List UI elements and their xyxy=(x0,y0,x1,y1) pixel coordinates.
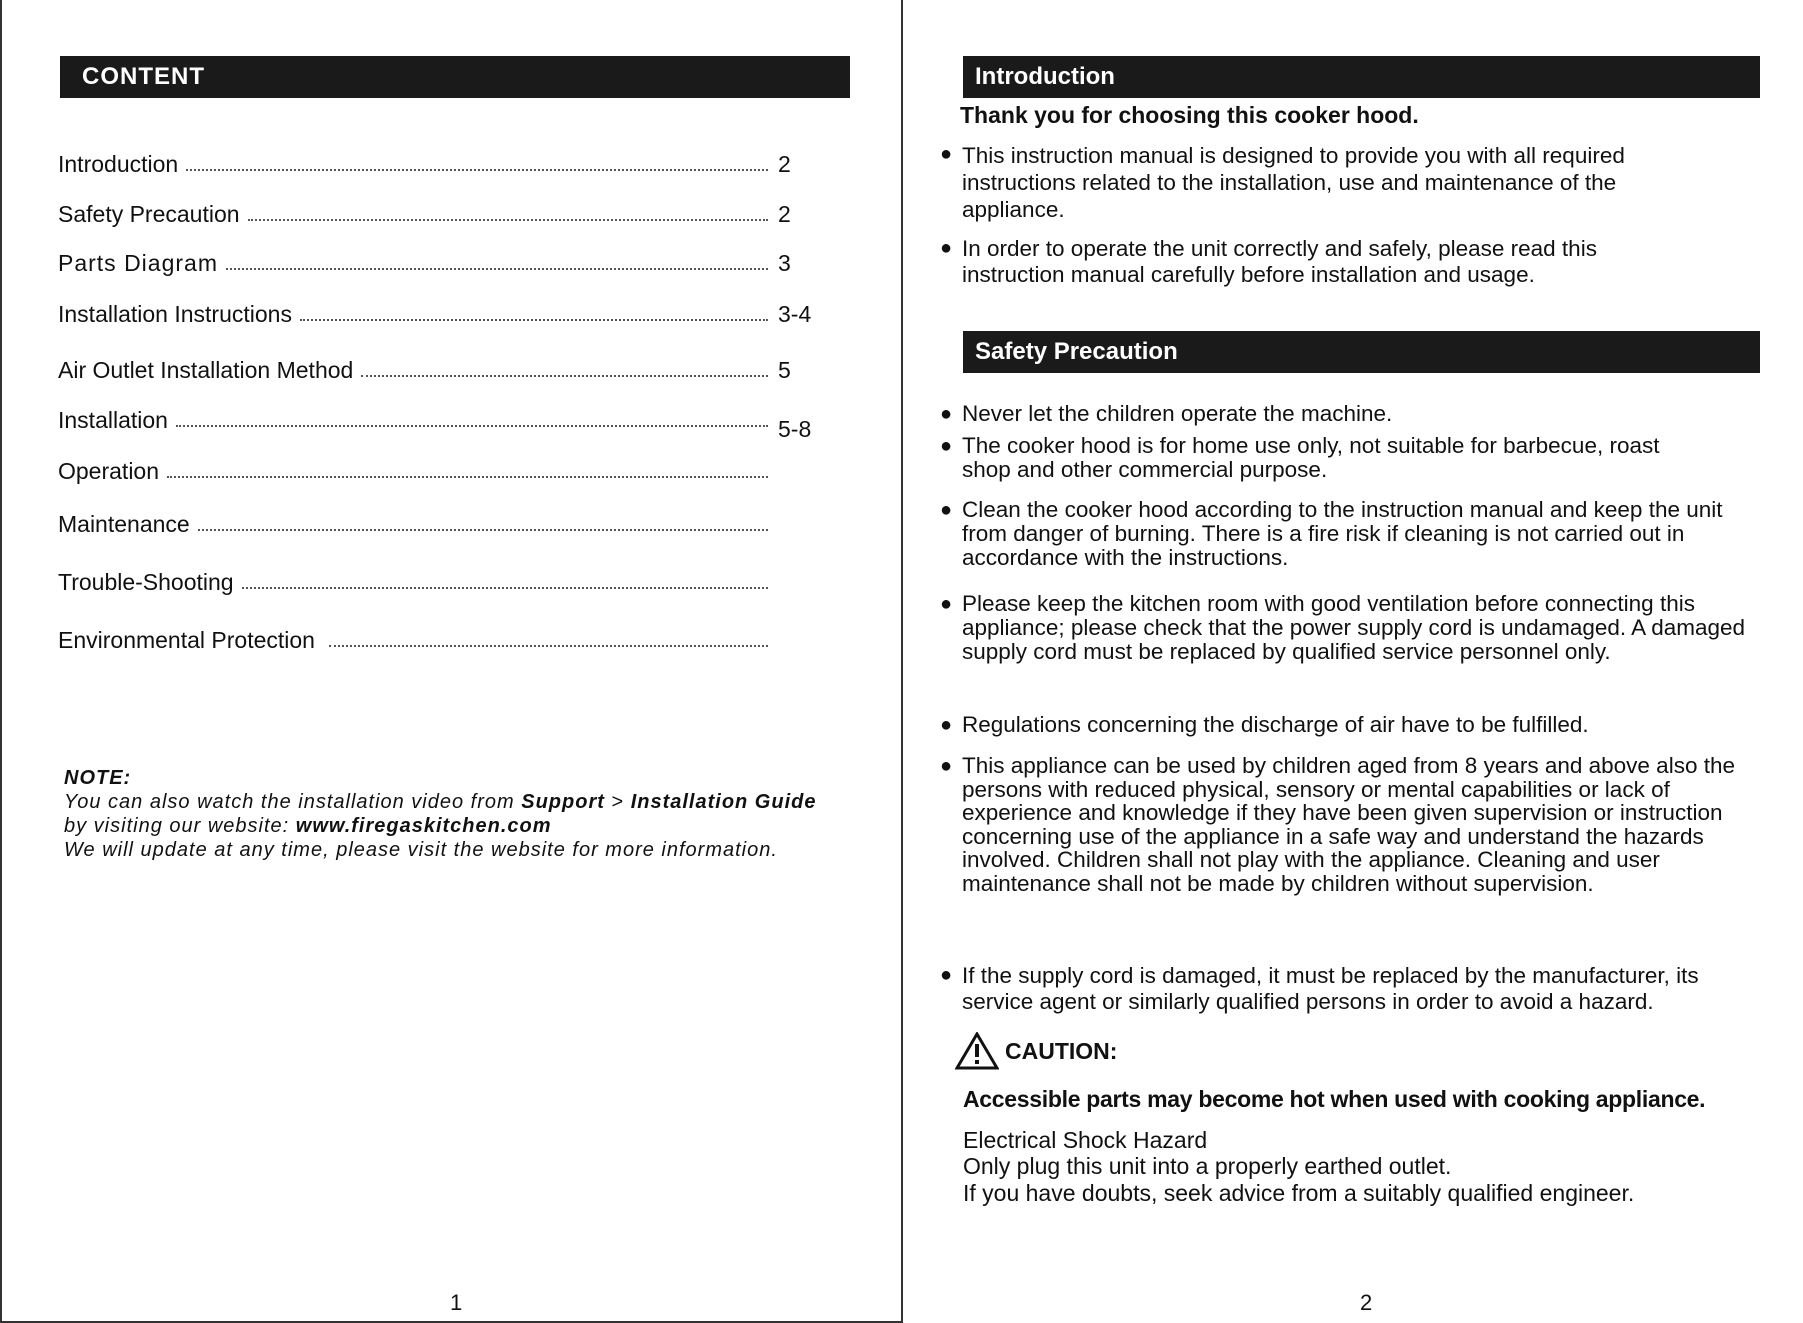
bullet-icon: ● xyxy=(940,403,953,425)
toc-title: Installation Instructions xyxy=(58,301,292,327)
bullet-text: Never let the children operate the machine. xyxy=(962,401,1393,426)
toc-title: Parts Diagram xyxy=(58,250,218,276)
warning-triangle-icon xyxy=(955,1032,999,1070)
bullet-icon: ● xyxy=(940,143,953,165)
toc-leader xyxy=(198,528,768,531)
toc-leader xyxy=(329,644,768,647)
toc-leader xyxy=(226,267,768,270)
note-label: NOTE: xyxy=(64,767,132,789)
toc-page: 3-4 xyxy=(778,301,812,327)
bullet-text: This appliance can be used by children aged from 8 years and above also the persons with reduced physical, sensory or mental capabilities or lack of experience and knowledge if they have been given supervision or instruction concerning use of the appliance in a safe way and understand the hazards involved. Children shall not play with the appliance. Cleaning and user maintenance shall not be made by children without supervision. xyxy=(962,753,1735,896)
caution-row xyxy=(955,1032,1117,1070)
caution-label: CAUTION: xyxy=(1005,1037,1118,1064)
shock-hazard-line-2: If you have doubts, seek advice from a suitably qualified engineer. xyxy=(963,1180,1635,1206)
safety-header-label: Safety Precaution xyxy=(975,338,1178,365)
note-line-2-text: by visiting our website: xyxy=(64,815,296,837)
note-line-2 xyxy=(64,814,864,838)
bullet-text: This instruction manual is designed to provide you with all required instructions related to the installation, use and maintenance of the appliance. xyxy=(962,143,1625,222)
toc-leader xyxy=(242,586,768,589)
toc-row[interactable] xyxy=(58,350,828,384)
intro-bullet xyxy=(940,236,1780,288)
toc-title: Operation xyxy=(58,458,160,484)
note-separator: > xyxy=(604,791,631,813)
bullet-text: If the supply cord is damaged, it must be replaced by the manufacturer, its service agent or similarly qualified persons in order to avoid a hazard. xyxy=(962,963,1699,1014)
shock-hazard-title: Electrical Shock Hazard xyxy=(963,1127,1208,1153)
toc-row[interactable] xyxy=(58,400,828,442)
toc-title: Air Outlet Installation Method xyxy=(58,357,354,383)
introduction-header-label: Introduction xyxy=(975,63,1115,90)
toc-title: Introduction xyxy=(58,151,179,177)
bullet-icon: ● xyxy=(940,964,953,986)
note-line-1-text: You can also watch the installation video from xyxy=(64,791,522,813)
shock-hazard-line-1: Only plug this unit into a properly earthed outlet. xyxy=(963,1153,1452,1179)
bullet-icon: ● xyxy=(940,755,953,777)
safety-bullet xyxy=(940,754,1780,895)
safety-bullet xyxy=(940,963,1780,1015)
page-number: 2 xyxy=(1360,1290,1373,1315)
bullet-text: The cooker hood is for home use only, not suitable for barbecue, roast shop and other commercial purpose. xyxy=(962,433,1660,482)
toc-title: Safety Precaution xyxy=(58,201,240,227)
toc-page: 3 xyxy=(778,250,792,276)
toc-row[interactable] xyxy=(58,504,828,538)
toc-row[interactable] xyxy=(58,144,828,178)
content-header xyxy=(60,56,850,98)
toc-leader xyxy=(361,374,768,377)
bullet-icon: ● xyxy=(940,714,953,736)
bullet-icon: ● xyxy=(940,237,953,259)
toc-title: Trouble-Shooting xyxy=(58,569,234,595)
toc-leader xyxy=(300,318,768,321)
toc-leader xyxy=(186,168,768,171)
toc-row[interactable] xyxy=(58,294,828,328)
toc-leader xyxy=(248,218,768,221)
bullet-text: Regulations concerning the discharge of air have to be fulfilled. xyxy=(962,712,1589,737)
toc-page: 5 xyxy=(778,357,791,383)
toc-title: Installation xyxy=(58,407,168,433)
toc-leader xyxy=(167,475,768,478)
toc-row[interactable] xyxy=(58,620,828,654)
right-page xyxy=(905,0,1803,1323)
bullet-text: Clean the cooker hood according to the instruction manual and keep the unit from danger of burning. There is a fire risk if cleaning is not carried out in accordance with the instructions. xyxy=(962,497,1723,570)
safety-bullet xyxy=(940,713,1780,737)
installation-note xyxy=(64,766,864,862)
toc-row[interactable] xyxy=(58,451,828,485)
bullet-icon: ● xyxy=(940,499,953,521)
safety-bullet xyxy=(940,402,1780,426)
bullet-text: Please keep the kitchen room with good ventilation before connecting this appliance; please check that the power supply cord is undamaged. A damaged supply cord must be replaced by qualified service personnel only. xyxy=(962,591,1746,664)
bullet-text: In order to operate the unit correctly and safely, please read this instruction manual carefully before installation and usage. xyxy=(962,236,1597,287)
page-number: 1 xyxy=(450,1290,463,1315)
introduction-header xyxy=(963,56,1760,98)
toc-title: Environmental Protection xyxy=(58,627,315,653)
note-line-3: We will update at any time, please visit the website for more information. xyxy=(64,839,778,861)
note-installation-guide: Installation Guide xyxy=(630,791,817,813)
safety-bullet xyxy=(940,434,1780,482)
note-support: Support xyxy=(521,791,605,813)
website-link[interactable]: www.firegaskitchen.com xyxy=(295,815,552,837)
toc-page: 2 xyxy=(778,151,791,177)
safety-bullet xyxy=(940,498,1780,570)
caution-text: Accessible parts may become hot when used with cooking appliance. xyxy=(963,1086,1706,1112)
bullet-icon: ● xyxy=(940,593,953,615)
intro-bullet xyxy=(940,142,1780,223)
toc-page: 5-8 xyxy=(778,416,812,442)
safety-header xyxy=(963,331,1760,373)
toc-row[interactable] xyxy=(58,562,828,596)
toc-row[interactable] xyxy=(58,194,828,228)
toc-leader xyxy=(176,424,768,427)
content-header-label: CONTENT xyxy=(82,63,205,90)
toc-row[interactable] xyxy=(58,243,828,277)
toc-title: Maintenance xyxy=(58,511,190,537)
safety-bullet xyxy=(940,592,1780,664)
bullet-icon: ● xyxy=(940,435,953,457)
note-line-1 xyxy=(64,790,864,814)
toc-page: 2 xyxy=(778,201,791,227)
thanks-line: Thank you for choosing this cooker hood. xyxy=(960,102,1419,128)
